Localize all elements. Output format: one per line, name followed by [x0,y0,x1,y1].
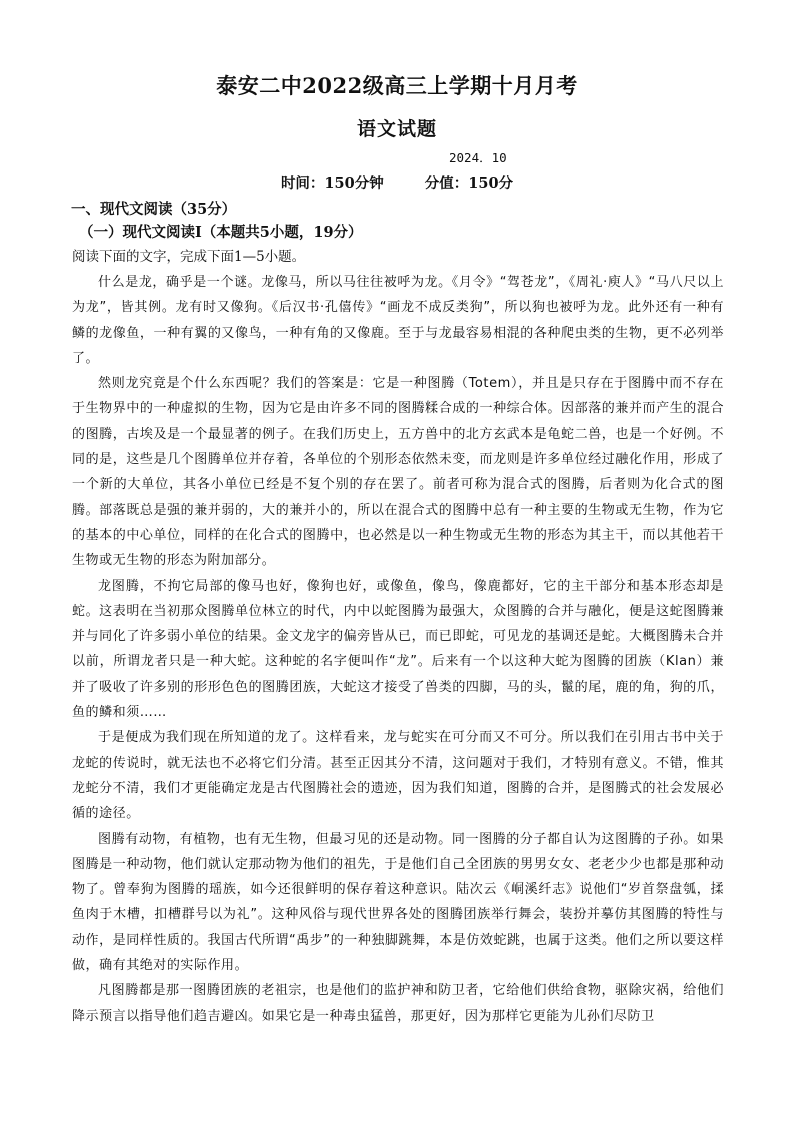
passage-paragraph-4: 于是便成为我们现在所知道的龙了。这样看来，龙与蛇实在可分而又不可分。所以我们在引用古书中关于龙蛇的传说时，就无法也不必将它们分清。甚至正因其分不清，这问题对于我们，才特别有意义。不错，惟其龙蛇分不清，我们才更能确定龙是古代图腾社会的遗迹，因为我们知道，图腾的合并，是图腾式的社会发展必循的途径。 [72,730,724,822]
reading-passage [72,270,724,1029]
passage-paragraph-1: 什么是龙，确乎是一个谜。龙像马，所以马往往被呼为龙。《月令》“驾苍龙”，《周礼·庾人》“马八尺以上为龙”，皆其例。龙有时又像狗。《后汉书·孔僖传》“画龙不成反类狗”，所以狗也被呼为龙。此外还有一种有鳞的龙像鱼，一种有翼的又像鸟，一种有角的又像鹿。至于与龙最容易相混的各种爬虫类的生物，更不必列举了。 [72,275,724,366]
section-subheading: （一）现代文阅读Ⅰ（本题共5小题，19分） [79,224,363,241]
time-limit: 时间：150分钟 [280,175,384,192]
exam-subtitle: 语文试题 [356,118,437,140]
exam-meta [0,172,794,193]
section-heading: 一、现代文阅读（35分） [71,201,237,218]
passage-paragraph-3: 龙图腾，不拘它局部的像马也好，像狗也好，或像鱼，像鸟，像鹿都好，它的主干部分和基本形态却是蛇。这表明在当初那众图腾单位林立的时代，内中以蛇图腾为最强大，众图腾的合并与融化，便是这蛇图腾兼并与同化了许多弱小单位的结果。金文龙字的偏旁皆从已，而已即蛇，可见龙的基调还是蛇。大概图腾未合并以前，所谓龙者只是一种大蛇。这种蛇的名字便叫作“龙”。后来有一个以这种大蛇为图腾的团族（Klan）兼并了吸收了许多别的形形色色的图腾团族，大蛇这才接受了兽类的四脚，马的头，鬣的尾，鹿的角，狗的爪，鱼的鳞和须…… [72,578,724,721]
passage-paragraph-5: 图腾有动物，有植物，也有无生物，但最习见的还是动物。同一图腾的分子都自认为这图腾的子孙。如果图腾是一种动物，他们就认定那动物为他们的祖先，于是他们自己全团族的男男女女、老老少少也都是那种动物了。曾奉狗为图腾的瑶族，如今还很鲜明的保存着这种意识。陆次云《峒溪纤志》说他们“岁首祭盘瓠，揉鱼肉于木槽，扣槽群号以为礼”。这种风俗与现代世界各处的图腾团族举行舞会，装扮并摹仿其图腾的特性与动作，是同样性质的。我国古代所谓“禹步”的一种独脚跳舞，本是仿效蛇跳，也属于这类。他们之所以要这样做，确有其绝对的实际作用。 [72,831,724,974]
passage-paragraph-2: 然则龙究竟是个什么东西呢？我们的答案是：它是一种图腾（Totem），并且是只存在于图腾中而不存在于生物界中的一种虚拟的生物，因为它是由许多不同的图腾糅合成的一种综合体。因部落的兼并而产生的混合的图腾，古埃及是一个最显著的例子。在我们历史上，五方兽中的北方玄武本是龟蛇二兽，也是一个好例。不同的是，这些是几个图腾单位并存着，各单位的个别形态依然未变，而龙则是许多单位经过融化作用，形成了一个新的大单位，其各小单位已经是不复个别的存在罢了。前者可称为混合式的图腾，后者则为化合式的图腾。部落既总是强的兼并弱的，大的兼并小的，所以在混合式的图腾中总有一种主要的生物或无生物，作为它的基本的中心单位，同样的在化合式的图腾中，也必然是以一种生物或无生物的形态为其主干，而以其他若干生物或无生物的形态为附加部分。 [72,376,724,569]
exam-title: 泰安二中2022级高三上学期十月月考 [216,73,578,98]
exam-date: 2024．10 [449,150,507,165]
passage-paragraph-6: 凡图腾都是那一图腾团族的老祖宗，也是他们的监护神和防卫者，它给他们供给食物，驱除灾祸，给他们降示预言以指导他们趋吉避凶。如果它是一种毒虫猛兽，那更好，因为那样它更能为儿孙们尽防卫 [72,983,724,1024]
reading-instruction: 阅读下面的文字，完成下面1—5小题。 [72,249,306,265]
total-score: 分值：150分 [424,175,514,192]
